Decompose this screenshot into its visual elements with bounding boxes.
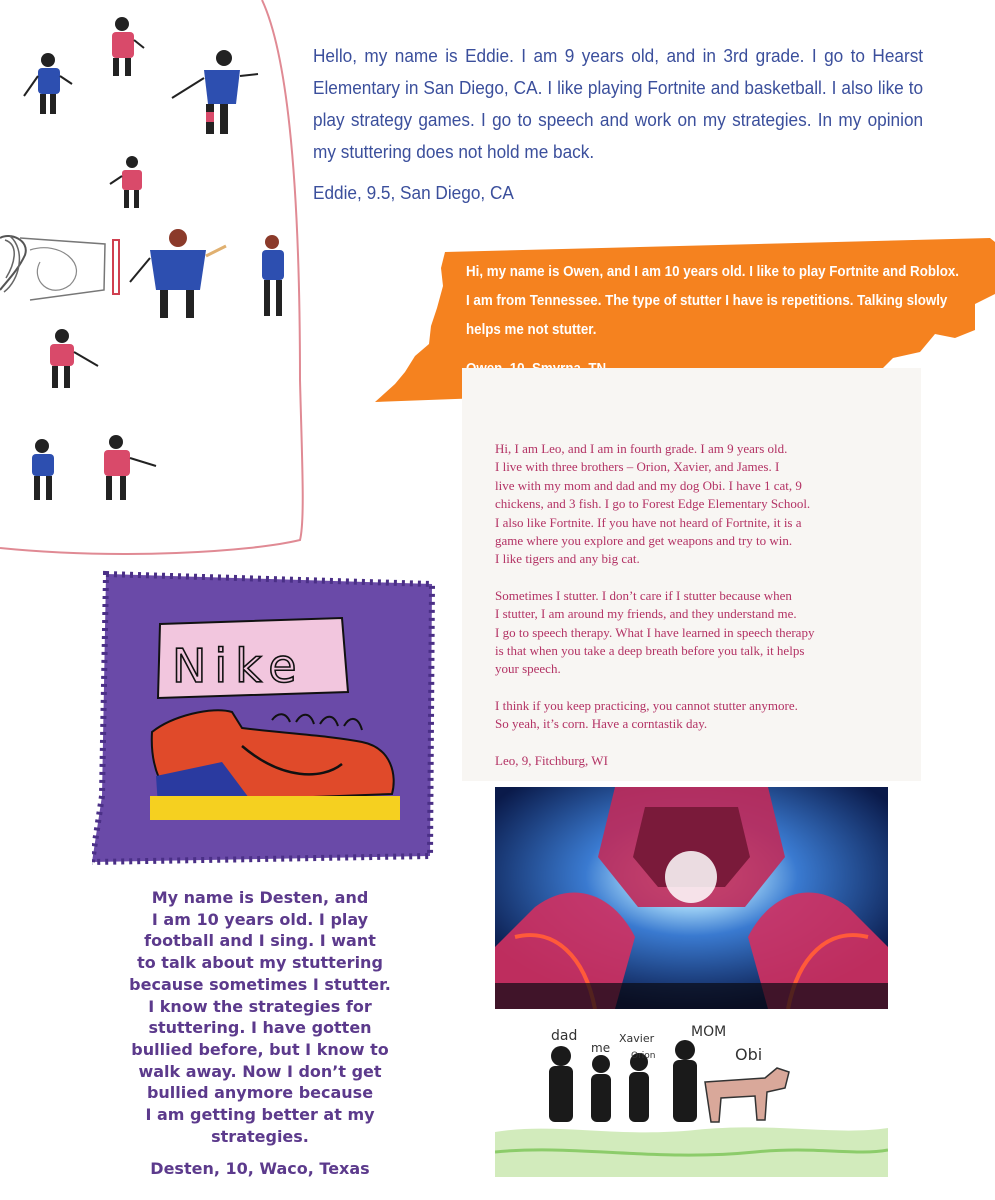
desten-line: I am getting better at my bbox=[145, 1105, 375, 1125]
leo-line: game where you explore and get weapons and try to win. bbox=[495, 533, 793, 549]
eddie-story-body: Hello, my name is Eddie. I am 9 years old, and in 3rd grade. I go to Hearst Elementary in San Diego, CA. I like playing Fortnite and basketball. I also like to play strategy games. I go to speech and work on my strategies. In my opinion my stuttering does not hold me back. bbox=[313, 45, 924, 162]
desten-line: I know the strategies for bbox=[148, 996, 372, 1016]
leo-line: Hi, I am Leo, and I am in fourth grade. I am 9 years old. bbox=[495, 441, 788, 456]
eddie-story bbox=[313, 40, 923, 204]
leo-line: Sometimes I stutter. I don’t care if I stutter because when bbox=[495, 587, 792, 603]
eddie-basketball-drawing bbox=[0, 0, 310, 565]
desten-line: I am 10 years old. I play bbox=[151, 909, 369, 929]
figure-red-2 bbox=[110, 156, 142, 208]
figure-blue-5 bbox=[32, 439, 54, 500]
owen-story bbox=[466, 258, 966, 377]
leo-paragraph-1 bbox=[495, 440, 905, 569]
desten-signature: Desten, 10, Waco, Texas bbox=[150, 1159, 370, 1179]
desten-line: strategies. bbox=[211, 1126, 309, 1146]
leo-line: live with my mom and dad and my dog Obi. I have 1 cat, 9 bbox=[495, 477, 802, 493]
family-label-me: me bbox=[591, 1041, 611, 1055]
leo-line: I like tigers and any big cat. bbox=[495, 551, 640, 567]
family-label-obi: Obi bbox=[735, 1045, 763, 1064]
desten-line: walk away. Now I don’t get bbox=[138, 1061, 382, 1081]
desten-line: bullied anymore because bbox=[146, 1083, 374, 1103]
nike-shoe-drawing bbox=[92, 566, 444, 866]
leo-line: I live with three brothers – Orion, Xavier, and James. I bbox=[495, 459, 780, 475]
figure-blue-4 bbox=[262, 235, 284, 316]
family-label-xavier: Xavier bbox=[619, 1032, 655, 1045]
family-label-mom: MOM bbox=[691, 1024, 727, 1040]
figure-red-1 bbox=[112, 17, 144, 76]
desten-line: stuttering. I have gotten bbox=[148, 1018, 372, 1038]
leo-line: I go to speech therapy. What I have learned in speech therapy bbox=[495, 624, 815, 640]
leo-line: chickens, and 3 fish. I go to Forest Edge Elementary School. bbox=[495, 496, 811, 512]
leo-line: I also like Fortnite. If you have not heard of Fortnite, it is a bbox=[495, 514, 802, 530]
figure-blue-2 bbox=[172, 50, 258, 134]
leo-line: is that when you take a deep breath before you talk, it helps bbox=[495, 643, 805, 659]
fortnite-robot-image bbox=[495, 787, 888, 1009]
leo-story bbox=[495, 440, 905, 788]
desten-line: My name is Desten, and bbox=[151, 888, 369, 907]
leo-line: your speech. bbox=[495, 661, 561, 677]
desten-line: because sometimes I stutter. bbox=[129, 974, 391, 994]
leo-paragraph-2 bbox=[495, 587, 905, 679]
figure-red-4 bbox=[104, 435, 156, 500]
hoop-scribble bbox=[0, 236, 119, 300]
eddie-signature: Eddie, 9.5, San Diego, CA bbox=[313, 182, 514, 203]
figure-blue-3 bbox=[130, 229, 226, 318]
figure-red-3 bbox=[50, 329, 98, 388]
owen-story-body: Hi, my name is Owen, and I am 10 years old. I like to play Fortnite and Roblox. I am from Tennessee. The type of stutter I have is repetitions. Talking slowly helps me not stutter. bbox=[466, 264, 959, 338]
family-label-dad: dad bbox=[551, 1028, 578, 1044]
desten-line: football and I sing. I want bbox=[144, 931, 376, 951]
desten-line: to talk about my stuttering bbox=[137, 953, 383, 973]
figure-blue-1 bbox=[24, 53, 72, 114]
leo-line: I think if you keep practicing, you cannot stutter anymore. bbox=[495, 697, 798, 713]
family-label-orion: Orion bbox=[631, 1051, 656, 1061]
leo-family-drawing bbox=[495, 1012, 888, 1177]
desten-line: bullied before, but I know to bbox=[131, 1039, 389, 1059]
nike-word: Nike bbox=[172, 639, 305, 693]
leo-signature: Leo, 9, Fitchburg, WI bbox=[495, 752, 608, 768]
leo-line: I stutter, I am around my friends, and they understand me. bbox=[495, 606, 797, 622]
desten-story bbox=[100, 887, 420, 1178]
leo-line: So yeah, it’s corn. Have a corntastik day. bbox=[495, 716, 708, 732]
leo-paragraph-3 bbox=[495, 697, 905, 734]
